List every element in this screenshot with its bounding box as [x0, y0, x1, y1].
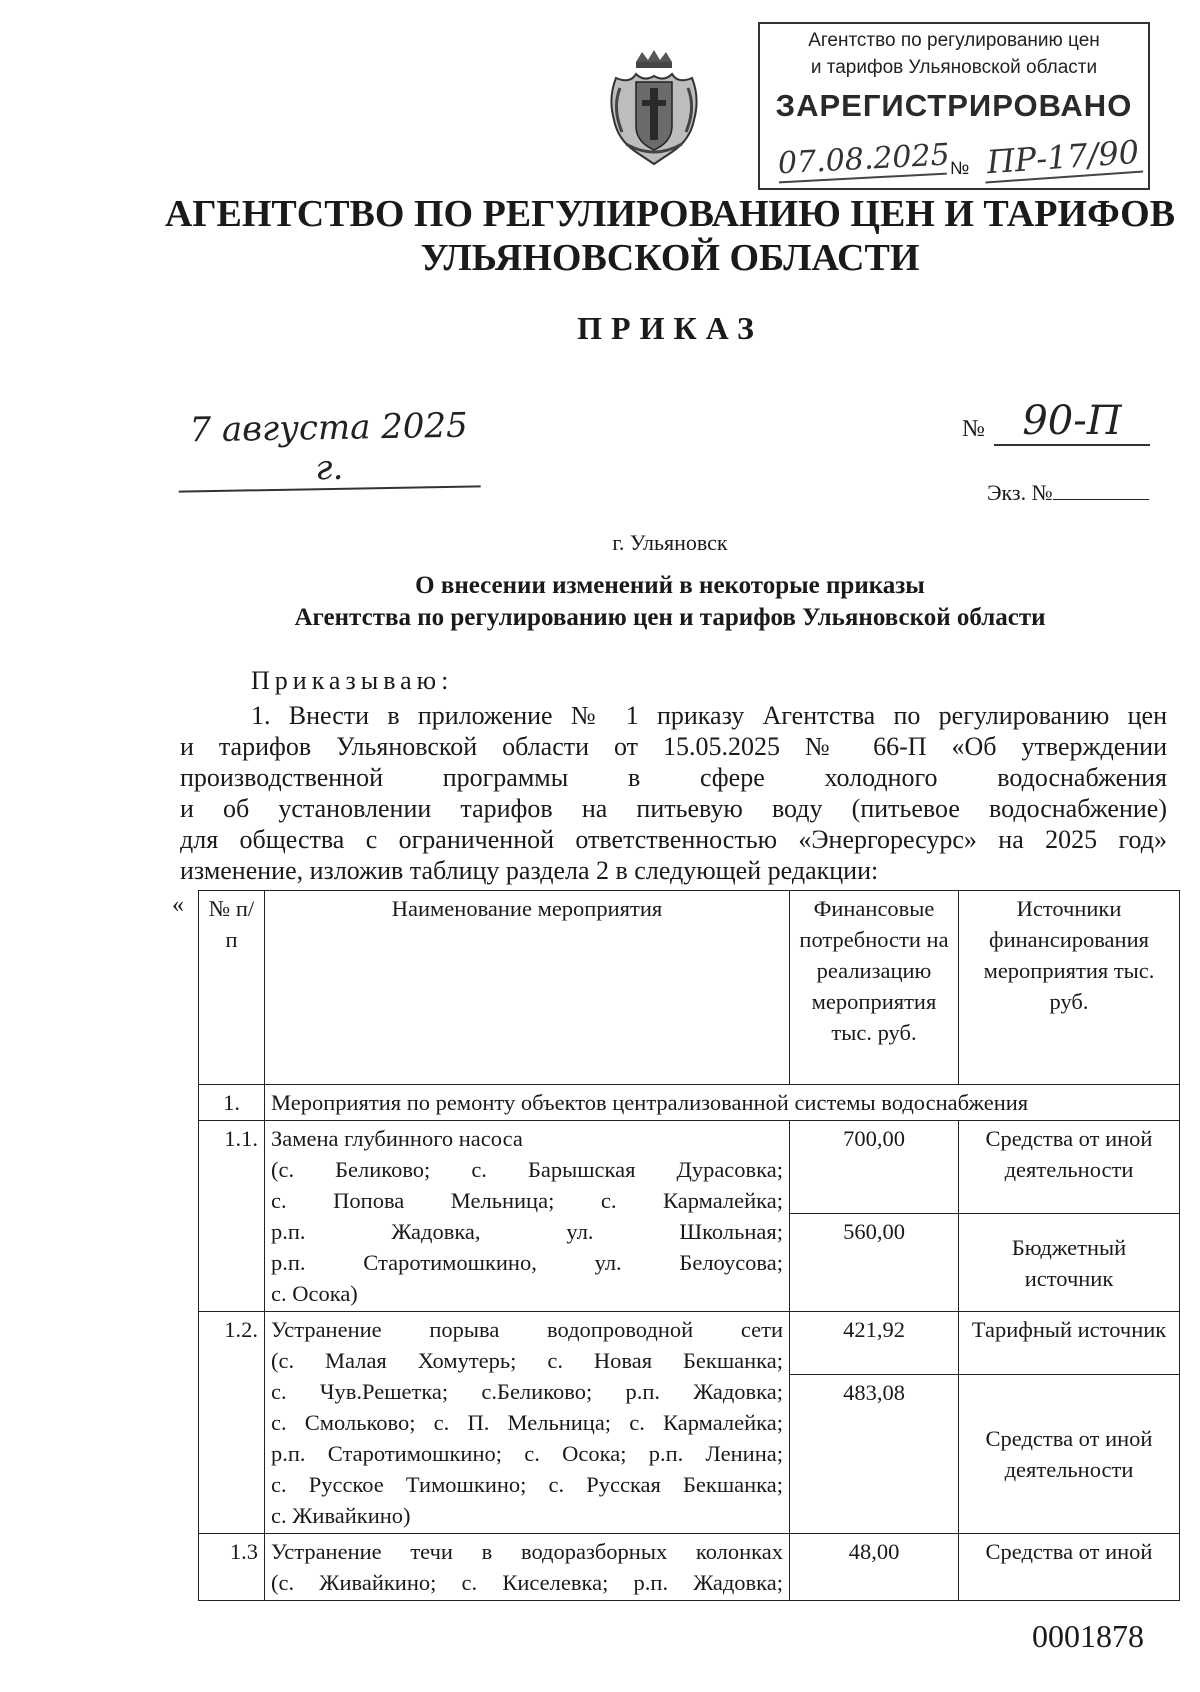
measures-table: [198, 890, 1180, 1601]
name-line: с. Русское Тимошкино; с. Русская Бекшанка;: [271, 1472, 783, 1497]
handwritten-order-number: 90-П: [994, 398, 1150, 446]
para-line: и об установлении тарифов на питьевую воду (питьевое водоснабжение): [180, 794, 1167, 823]
row-name: [265, 1312, 790, 1534]
name-line: р.п. Старотимошкино; с. Осока; р.п. Ленина;: [271, 1441, 783, 1466]
row-src: Средства от иной деятельности: [959, 1121, 1180, 1214]
row-num: 1.2.: [199, 1312, 265, 1534]
row-name: [265, 1121, 790, 1312]
document-serial-number: 0001878: [1032, 1618, 1144, 1654]
para-line: и тарифов Ульяновской области от 15.05.2025 № 66-П «Об утверждении: [180, 732, 1167, 761]
table-row: [199, 1312, 1180, 1375]
agency-title-line1: АГЕНТСТВО ПО РЕГУЛИРОВАНИЮ ЦЕН И ТАРИФОВ: [164, 193, 1176, 235]
document-type-title: ПРИКАЗ: [577, 310, 763, 346]
para-line: производственной программы в сфере холодного водоснабжения: [180, 763, 1167, 792]
row-fin: 421,92: [790, 1312, 959, 1375]
row-src: Бюджетный источник: [959, 1214, 1180, 1312]
name-line: с. Осока): [271, 1281, 358, 1306]
header-src: Источники финансирования мероприятия тыс. руб.: [959, 891, 1180, 1085]
header-num: № п/п: [199, 891, 265, 1085]
row-fin: 700,00: [790, 1121, 959, 1214]
order-paragraph: [180, 700, 1167, 886]
coat-of-arms-icon: [606, 48, 702, 168]
header-name: Наименование мероприятия: [265, 891, 790, 1085]
row-src: Тарифный источник: [959, 1312, 1180, 1375]
section-num: 1.: [199, 1085, 265, 1121]
section-title: Мероприятия по ремонту объектов централизованной системы водоснабжения: [265, 1085, 1180, 1121]
name-line: Устранение порыва водопроводной сети: [271, 1317, 783, 1342]
stamp-agency-line1: Агентство по регулированию цен: [808, 30, 1100, 51]
name-line: с. Живайкино): [271, 1503, 411, 1528]
copy-number-label: Экз. №: [987, 480, 1053, 505]
name-line: с. Чув.Решетка; с.Беликово; р.п. Жадовка;: [271, 1379, 783, 1404]
name-line: р.п. Старотимошкино, ул. Белоусова;: [271, 1250, 783, 1275]
row-num: 1.1.: [199, 1121, 265, 1312]
stamp-number-label: №: [950, 158, 970, 178]
row-name: [265, 1534, 790, 1601]
name-line: Замена глубинного насоса: [271, 1126, 523, 1151]
para-line: для общества с ограниченной ответственностью «Энергоресурс» на 2025 год»: [180, 825, 1167, 854]
subject-line2: Агентства по регулированию цен и тарифов Ульяновской области: [294, 604, 1046, 631]
row-src: Средства от иной: [959, 1534, 1180, 1601]
table-row: [199, 1121, 1180, 1214]
table-row: [199, 1534, 1180, 1601]
subject-line1: О внесении изменений в некоторые приказы: [415, 572, 925, 599]
row-num: 1.3: [199, 1534, 265, 1601]
copy-number-field: [987, 480, 1149, 506]
row-fin: 48,00: [790, 1534, 959, 1601]
order-number-label: №: [962, 416, 985, 442]
stamp-agency-line2: и тарифов Ульяновской области: [810, 57, 1098, 78]
handwritten-date: 7 августа 2025 г.: [177, 405, 480, 492]
registration-stamp: [758, 22, 1150, 190]
row-fin: 560,00: [790, 1214, 959, 1312]
table-header-row: [199, 891, 1180, 1085]
header-fin: Финансовые потребности на реализацию мероприятия тыс. руб.: [790, 891, 959, 1085]
stamp-number: ПР-17/90: [983, 133, 1143, 184]
orders-heading: Приказываю:: [251, 666, 454, 695]
name-line: (с. Малая Хомутерь; с. Новая Бекшанка;: [271, 1348, 783, 1373]
row-src: Средства от иной деятельности: [959, 1375, 1180, 1534]
name-line: Устранение течи в водоразборных колонках: [271, 1539, 783, 1564]
name-line: р.п. Жадовка, ул. Школьная;: [271, 1219, 783, 1244]
agency-title-line2: УЛЬЯНОВСКОЙ ОБЛАСТИ: [420, 237, 920, 279]
copy-number-blank: [1053, 481, 1149, 500]
row-fin: 483,08: [790, 1375, 959, 1534]
name-line: (с. Живайкино; с. Киселевка; р.п. Жадовка;: [271, 1570, 783, 1595]
para-line: изменение, изложив таблицу раздела 2 в следующей редакции:: [180, 856, 879, 885]
stamp-date: 07.08.2025: [777, 137, 951, 182]
name-line: (с. Беликово; с. Барышская Дурасовка;: [271, 1157, 783, 1182]
name-line: с. Смольково; с. П. Мельница; с. Кармалейка;: [271, 1410, 783, 1435]
para-line: 1. Внести в приложение № 1 приказу Агентства по регулированию цен: [251, 701, 1167, 730]
table-section-row: [199, 1085, 1180, 1121]
name-line: с. Попова Мельница; с. Кармалейка;: [271, 1188, 783, 1213]
table-open-quote: «: [172, 892, 184, 918]
city: г. Ульяновск: [612, 530, 728, 555]
stamp-status: ЗАРЕГИСТРИРОВАНО: [775, 88, 1133, 123]
